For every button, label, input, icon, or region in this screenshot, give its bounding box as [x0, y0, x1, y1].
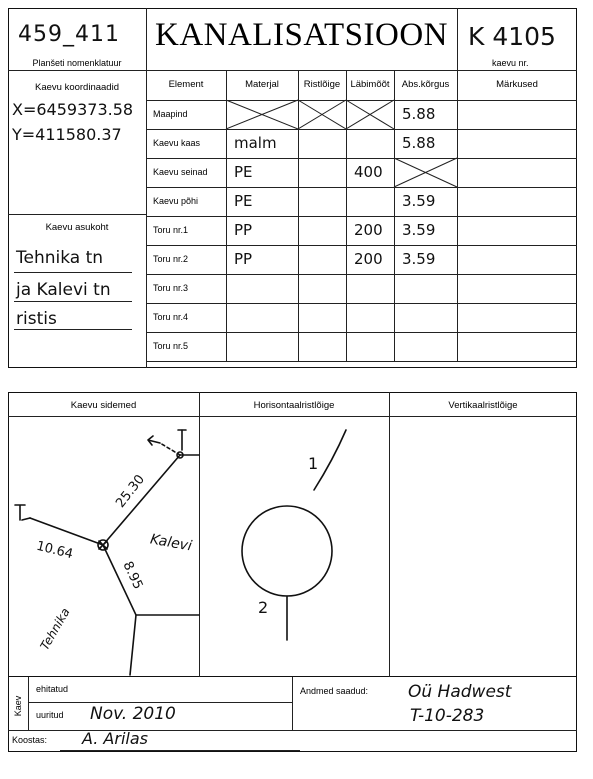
coords-label: Kaevu koordinaadid	[35, 82, 119, 93]
signature-line	[60, 750, 300, 751]
nomenclature-label: Planšeti nomenklatuur	[32, 58, 122, 68]
coord-x: X=6459373.58	[12, 100, 134, 119]
data-from-label: Andmed saadud:	[300, 686, 369, 696]
sketch-col-ties: Kaevu sidemed	[70, 400, 137, 411]
built-label: ehitatud	[36, 684, 69, 694]
table-cell-material: PE	[234, 192, 253, 210]
table-header-cell: Abs.kõrgus	[401, 79, 450, 90]
table-header-cell: Läbimõõt	[350, 79, 390, 90]
divider	[292, 677, 293, 730]
table-cell-diameter: 200	[354, 221, 383, 239]
well-number-label: kaevu nr.	[492, 58, 529, 68]
table-cell-element: Maapind	[153, 109, 188, 119]
table-cell-height: 3.59	[402, 250, 436, 268]
well-number-value: K 4105	[468, 22, 556, 51]
table-cell-element: Toru nr.3	[153, 283, 189, 293]
sketch-col-horizontal: Horisontaalristlõige	[253, 400, 335, 411]
location-line-3: ristis	[16, 309, 57, 329]
pipe-1-line	[314, 430, 346, 490]
table-cell-element: Kaevu seinad	[153, 167, 208, 177]
divider	[28, 702, 292, 703]
table-cell-material: PE	[234, 163, 253, 181]
table-cell-element: Toru nr.2	[153, 254, 189, 264]
data-from-value: Oü Hadwest	[408, 682, 512, 702]
table-cell-diameter: 200	[354, 250, 383, 268]
table-cell-element: Kaevu kaas	[153, 138, 201, 148]
table-cell-element: Toru nr.4	[153, 312, 189, 322]
page-title: KANALISATSIOON	[155, 17, 448, 53]
pipe-1-label: 1	[308, 454, 319, 473]
surveyed-label: uuritud	[36, 710, 64, 720]
compiled-value: A. Arilas	[82, 729, 148, 748]
table-cell-element: Kaevu põhi	[153, 196, 199, 206]
data-from-code: T-10-283	[410, 706, 485, 726]
divider	[28, 677, 29, 730]
table-cell-diameter: 400	[354, 163, 383, 181]
table-cell-material: PP	[234, 221, 253, 239]
table-cell-height: 3.59	[402, 192, 436, 210]
compiled-label: Koostas:	[12, 735, 48, 745]
distance-3: 8.95	[119, 559, 146, 592]
table-cell-element: Toru nr.5	[153, 341, 189, 351]
distance-1: 25.30	[113, 472, 148, 511]
table-header-cell: Ristlõige	[303, 79, 341, 90]
pipe-2-label: 2	[258, 598, 269, 617]
kaev-label: Kaev	[13, 695, 23, 717]
sketch-col-vertical: Vertikaalristlõige	[448, 400, 518, 411]
table-cell-element: Toru nr.1	[153, 225, 189, 235]
street-label-kalevi: Kalevi	[148, 531, 194, 555]
table-cell-material: PP	[234, 250, 253, 268]
location-line-1: Tehnika tn	[16, 248, 104, 268]
table-header-cell: Materjal	[245, 79, 279, 90]
table-cell-height: 5.88	[402, 134, 436, 152]
table-cell-height: 3.59	[402, 221, 436, 239]
location-line-2: ja Kalevi tn	[16, 280, 111, 300]
distance-2: 10.64	[34, 538, 75, 563]
table-cell-height: 5.88	[402, 105, 436, 123]
table-cell-material: malm	[234, 134, 277, 152]
street-label-tehnika: Tehnika	[37, 605, 73, 653]
nomenclature-value: 459_411	[18, 22, 120, 47]
table-header-cell: Element	[168, 79, 204, 90]
coord-y: Y=411580.37	[12, 125, 122, 144]
table-header-cell: Märkused	[496, 79, 538, 90]
location-label: Kaevu asukoht	[45, 222, 109, 233]
surveyed-value: Nov. 2010	[90, 704, 176, 724]
